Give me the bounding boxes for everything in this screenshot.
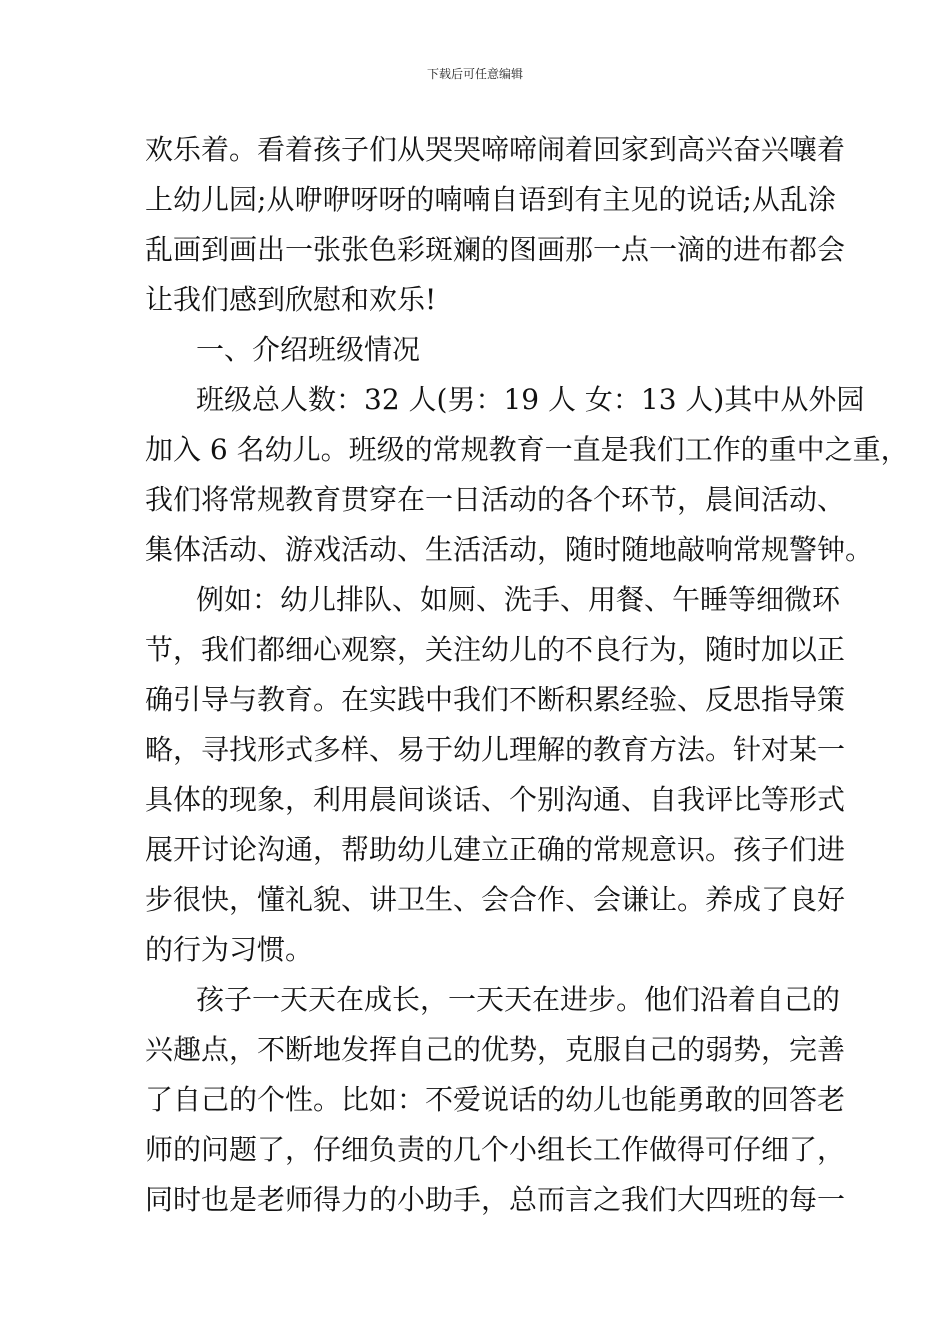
body-line: 我们将常规教育贯穿在一日活动的各个环节，晨间活动、 (145, 483, 846, 516)
body-line: 展开讨论沟通，帮助幼儿建立正确的常规意识。孩子们进 (145, 833, 846, 866)
body-line: 孩子一天天在成长，一天天在进步。他们沿着自己的 (196, 983, 841, 1016)
body-line: 例如：幼儿排队、如厕、洗手、用餐、午睡等细微环 (196, 583, 841, 616)
body-line: 略，寻找形式多样、易于幼儿理解的教育方法。针对某一 (145, 733, 846, 766)
section-heading: 一、介绍班级情况 (196, 333, 421, 366)
body-line: 具体的现象，利用晨间谈话、个别沟通、自我评比等形式 (145, 783, 846, 816)
body-line: 集体活动、游戏活动、生活活动，随时随地敲响常规警钟。 (145, 533, 874, 566)
body-line: 乱画到画出一张张色彩斑斓的图画那一点一滴的进布都会 (145, 233, 846, 266)
body-line: 了自己的个性。比如：不爱说话的幼儿也能勇敢的回答老 (145, 1083, 846, 1116)
body-line: 加入 6 名幼儿。班级的常规教育一直是我们工作的重中之重， (145, 433, 909, 466)
page-header: 下载后可任意编辑 (426, 67, 523, 81)
body-line: 让我们感到欣慰和欢乐! (145, 283, 437, 316)
body-line: 同时也是老师得力的小助手，总而言之我们大四班的每一 (145, 1183, 846, 1216)
body-line: 上幼儿园;从咿咿呀呀的喃喃自语到有主见的说话;从乱涂 (145, 183, 836, 216)
body-line: 兴趣点，不断地发挥自己的优势，克服自己的弱势，完善 (145, 1033, 846, 1066)
body-line: 师的问题了，仔细负责的几个小组长工作做得可仔细了， (145, 1133, 846, 1166)
body-line: 节，我们都细心观察，关注幼儿的不良行为，随时加以正 (145, 633, 846, 666)
body-line: 班级总人数：32 人(男：19 人 女：13 人)其中从外园 (196, 383, 865, 416)
body-line: 欢乐着。看着孩子们从哭哭啼啼闹着回家到高兴奋兴嚷着 (145, 133, 846, 166)
body-line: 步很快，懂礼貌、讲卫生、会合作、会谦让。养成了良好 (145, 883, 846, 916)
body-line: 的行为习惯。 (145, 933, 314, 966)
body-line: 确引导与教育。在实践中我们不断积累经验、反思指导策 (145, 683, 846, 716)
